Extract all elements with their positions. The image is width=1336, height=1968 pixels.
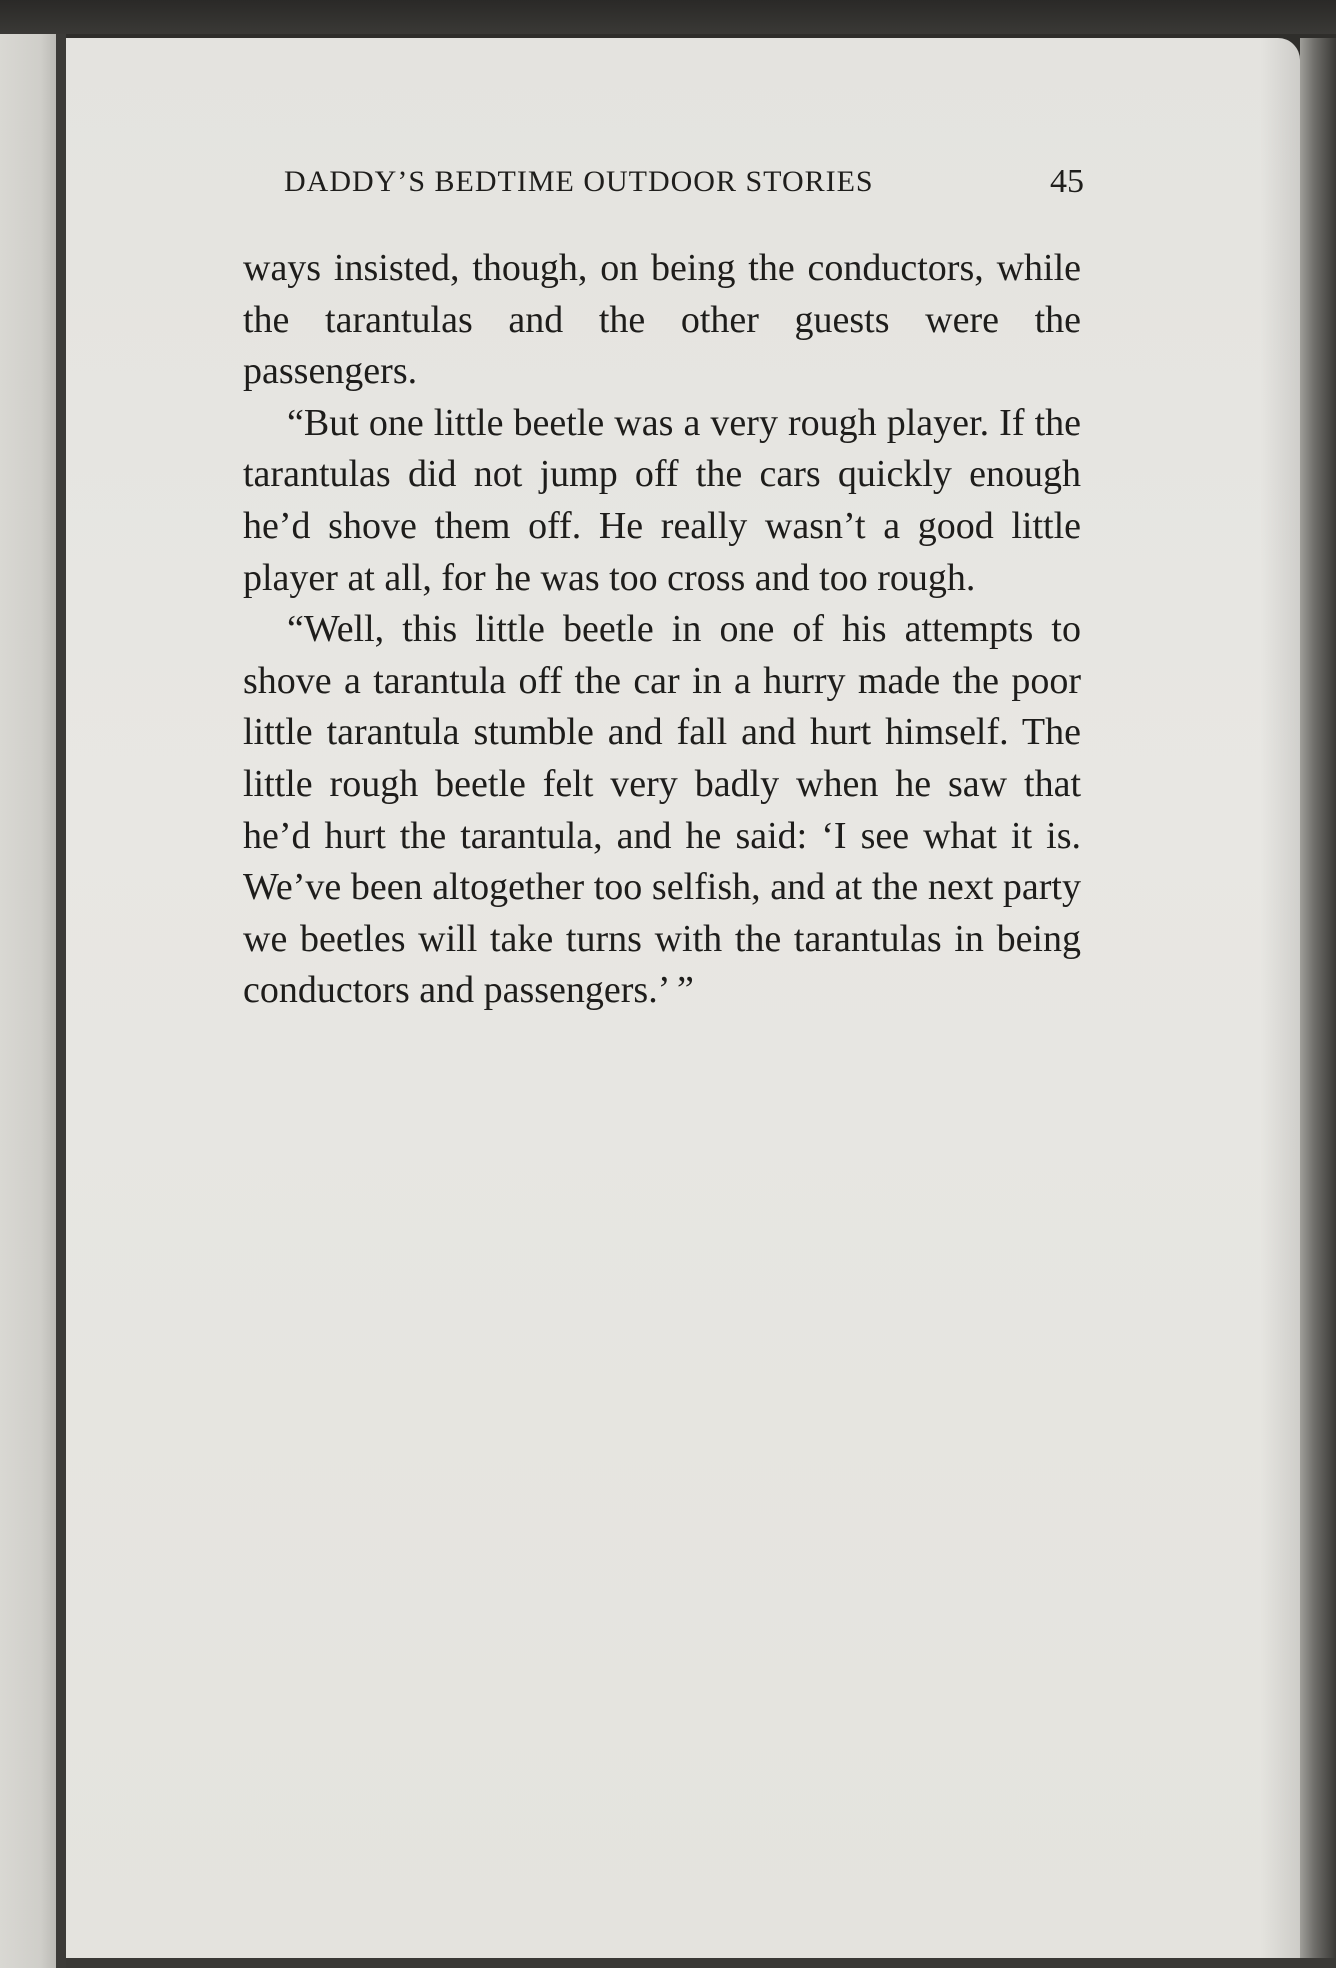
scan-bottom-edge <box>66 1958 1336 1968</box>
running-title: DADDY’S BEDTIME OUTDOOR STORIES <box>284 165 874 198</box>
page-shadow <box>1260 38 1300 1958</box>
running-head <box>284 165 1084 209</box>
body-text <box>243 243 1081 1017</box>
page-number: 45 <box>1050 163 1084 200</box>
scan-top-edge <box>0 0 1336 34</box>
facing-page-edge <box>0 34 58 1968</box>
paragraph-taking-turns: “Well, this little beetle in one of his attempts to shove a tarantula off the car in a hurry made the poor little tarantula stumble and fall and hurt himself. The little rough beetle felt very badly when he saw that he’d hurt the tarantula, and he said: ‘I see what it is. We’ve been altogether too selfish, and at the next party we beetles will take turns with the tarantulas in being conductors and passengers.’ ” <box>243 608 1081 1012</box>
paragraph-continuation: ways insisted, though, on being the conductors, while the tarantulas and the other guests were the passengers. <box>243 247 1081 393</box>
book-gutter <box>56 34 66 1968</box>
page-stack-edge <box>1300 38 1336 1968</box>
paragraph-rough-beetle: “But one little beetle was a very rough player. If the tarantulas did not jump off the cars quickly enough he’d shove them off. He really wasn’t a good little player at all, for he was too cross and too rough. <box>243 401 1081 599</box>
